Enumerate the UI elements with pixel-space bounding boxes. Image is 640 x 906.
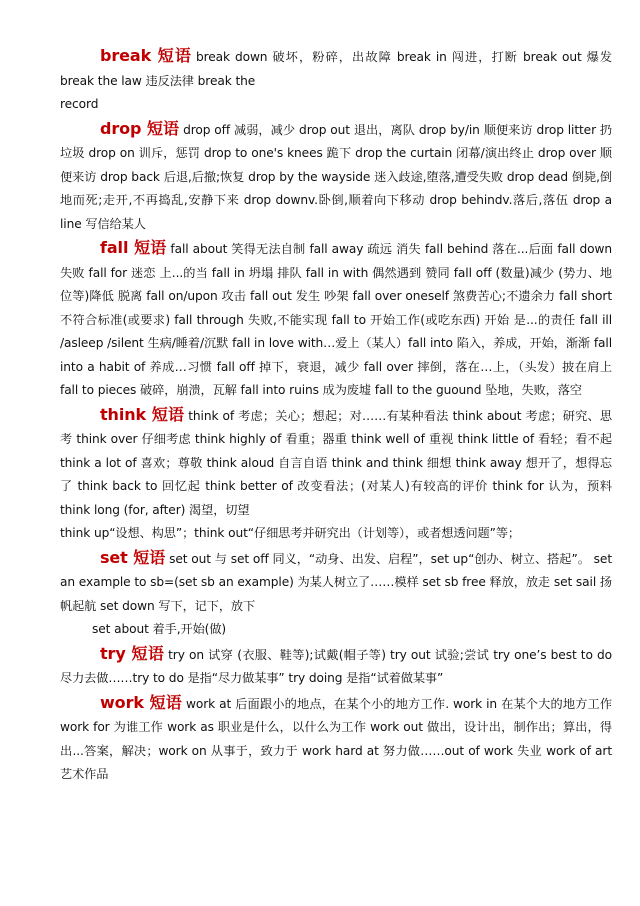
- think-paragraph-tail: [60, 522, 612, 546]
- think-heading: think 短语: [100, 404, 185, 424]
- break-text-tail: record: [60, 97, 99, 111]
- break-heading: break 短语: [100, 46, 192, 65]
- break-paragraph: [60, 44, 612, 93]
- drop-paragraph: [60, 117, 612, 237]
- try-paragraph: [60, 642, 612, 691]
- work-heading: work 短语: [100, 692, 182, 712]
- fall-text: fall about 笑得无法自制 fall away 疏远 消失 fall behind 落在...后面 fall down 失败 fall for 迷恋 上...的当 fall in 坍塌 排队 fall in with 偶然遇到 赞同 fall off (数量)减少 (势力、地位等)降低 脱离 fall on/upon 攻击 fall out 发生 吵架 fall over oneself 煞费苦心;不遗余力 fall short 不符合标准(或要求) fall through 失败,不能实现 fall to 开始工作(或吃东西) 开始 是...的责任 fall ill /asleep /silent 生病/睡着/沉默 fall in love with…爱上（某人）fall into 陷入，养成，开始，渐渐 fall into a habit of 养成…习惯 fall off 掉下，衰退，减少 fall over 摔倒，落在…上，（头发）披在肩上 fall to pieces 破碎，崩溃，瓦解 fall into ruins 成为废墟 fall to the guound 坠地，失败，落空: [60, 242, 612, 397]
- think-text: think of 考虑；关心；想起；对……有某种看法 think about 考虑；研究、思考 think over 仔细考虑 think highly of 看重；器重 think well of 重视 think little of 看轻；看不起 think a lot of 喜欢；尊敬 think aloud 自言自语 think and think 细想 think away 想开了，想得忘了 think back to 回忆起 think better of 改变看法；(对某人)有较高的评价 think for 认为，预料 think long (for, after) 渴望，切望: [60, 408, 613, 517]
- set-paragraph-tail: [60, 618, 612, 642]
- try-text: try on 试穿 (衣服、鞋等);试戴(帽子等) try out 试验;尝试 try one’s best to do 尽力去做……try to do 是指“尽力做某事” try doing 是指“试着做某事”: [60, 647, 612, 685]
- try-heading: try 短语: [100, 643, 165, 663]
- set-paragraph: [60, 546, 612, 619]
- set-text-tail: set about 着手,开始(做): [92, 622, 227, 636]
- fall-heading: fall 短语: [100, 238, 167, 257]
- drop-text: drop off 减弱，减少 drop out 退出，离队 drop by/in 顺便来访 drop litter 扔垃圾 drop on 训斥，惩罚 drop to one's knees 跪下 drop the curtain 闭幕/演出终止 drop over 顺便来访 drop back 后退,后撤;恢复 drop by the wayside 迷入歧途,堕落,遭受失败 drop dead 倒毙,倒地而死;走开,不再捣乱,安静下来 drop downv.卧倒,顺着向下移动 drop behindv.落后,落伍 drop a line 写信给某人: [60, 122, 612, 231]
- think-text-tail: think up“设想、构思”；think out“仔细思考并研究出（计划等），或者想透问题”等；: [60, 526, 521, 540]
- set-heading: set 短语: [100, 547, 166, 567]
- think-paragraph: [60, 403, 612, 523]
- drop-heading: drop 短语: [100, 118, 180, 138]
- document-page: [60, 44, 612, 787]
- break-paragraph-tail: [60, 93, 612, 117]
- work-text: work at 后面跟小的地点，在某个小的地方工作. work in 在某个大的地方工作 work for 为谁工作 work as 职业是什么，以什么为工作 work out 做出，设计出，制作出；算出，得出...答案，解决；work on 从事于，致力于 work hard at 努力做……out of work 失业 work of art 艺术作品: [60, 696, 613, 781]
- set-text: set out 与 set off 同义，“动身、出发、启程”，set up“创办、树立、搭起”。 set an example to sb=(set sb an example) 为某人树立了……模样 set sb free 释放，放走 set sail 扬帆起航 set down 写下，记下，放下: [60, 551, 612, 613]
- break-text: break down 破坏，粉碎，出故障 break in 闯进，打断 break out 爆发 break the law 违反法律 break the: [60, 50, 612, 88]
- work-paragraph: [60, 691, 612, 787]
- fall-paragraph: [60, 236, 612, 403]
